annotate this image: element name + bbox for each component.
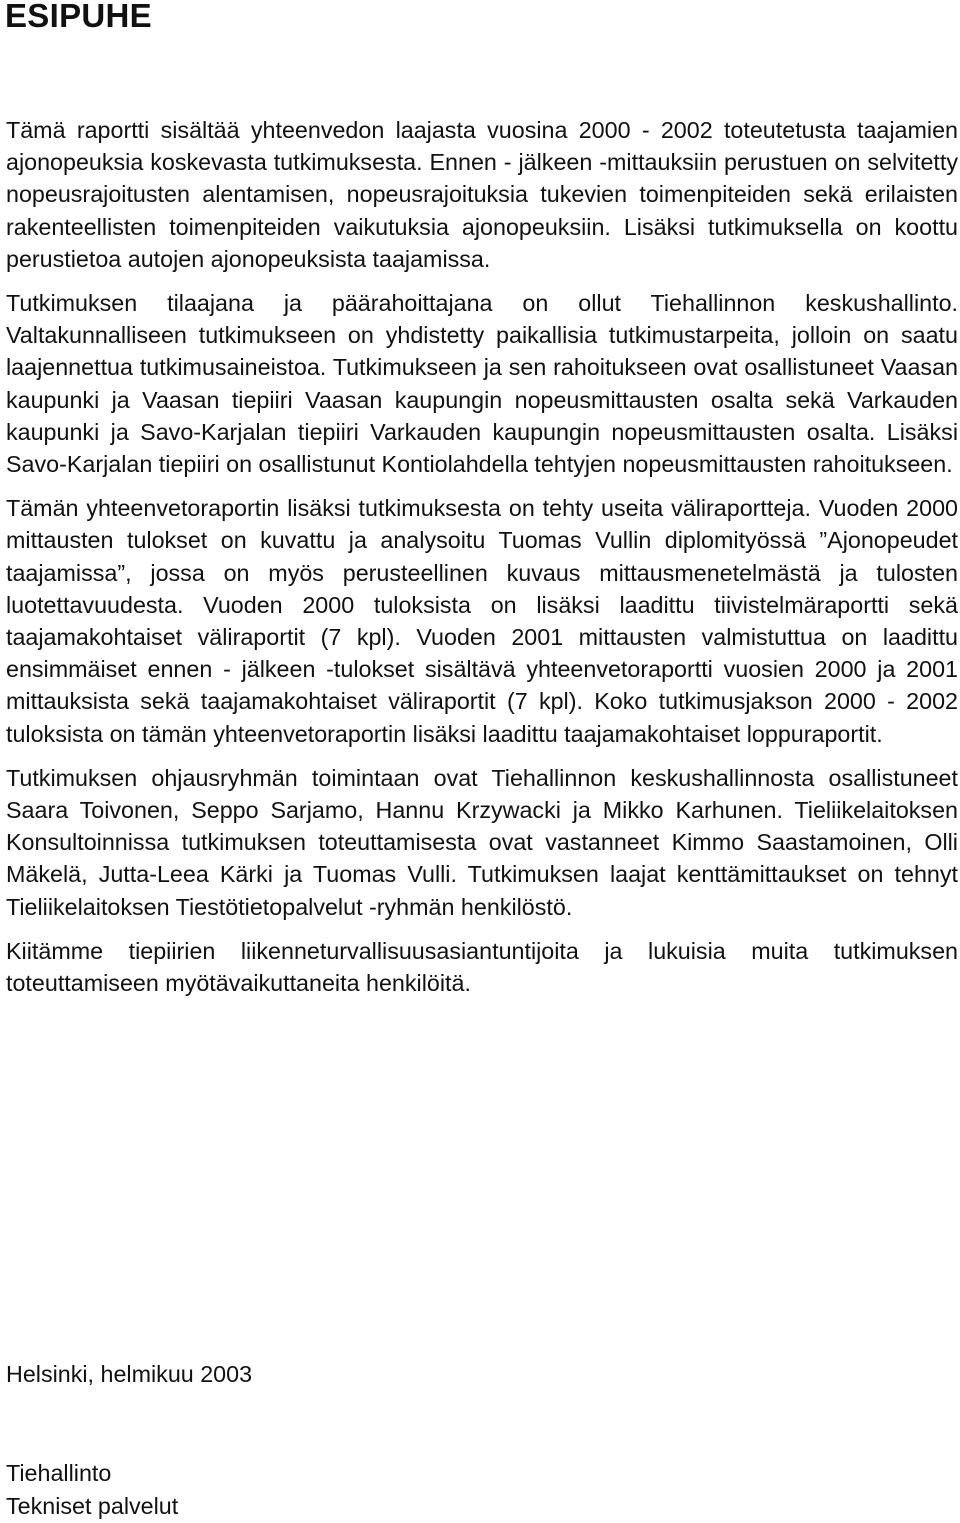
signature-department: Tekniset palvelut	[6, 1492, 179, 1519]
paragraph-steering-group: Tutkimuksen ohjausryhmän toimintaan ovat Tiehallinnon keskushallinnosta osallistuneet Saara Toivonen, Seppo Sarjamo, Hannu Krzywacki ja Mikko Karhunen. Tieliikelaitoksen Konsultoinnissa tutkimuksen toteuttamisesta ovat vastanneet Kimmo Saastamoinen, Olli Mäkelä, Jutta-Leea Kärki ja Tuomas Vulli. Tutkimuksen laajat kenttämittaukset on tehnyt Tieliikelaitoksen Tiestötietopalvelut -ryhmän henkilöstö.	[6, 764, 958, 920]
place-and-date: Helsinki, helmikuu 2003	[6, 1361, 253, 1387]
paragraph-intro: Tämä raportti sisältää yhteenvedon laajasta vuosina 2000 - 2002 toteutetusta taajamien ajonopeuksia koskevasta tutkimuksesta. Ennen - jälkeen -mittauksiin perustuen on selvitetty nopeusrajoitusten alentamisen, nopeusrajoituksia tukevien toimenpiteiden sekä erilaisten rakenteellisten toimenpiteiden vaikutuksia ajonopeuksiin. Lisäksi tutkimuksella on koottu perustietoa autojen ajonopeuksista taajamissa.	[6, 117, 958, 272]
signature-block	[6, 1457, 178, 1522]
paragraph-reports: Tämän yhteenvetoraportin lisäksi tutkimuksesta on tehty useita väliraportteja. Vuoden 2000 mittausten tulokset on kuvattu ja analysoitu Tuomas Vullin diplomityössä ”Ajonopeudet taajamissa”, jossa on myös perusteellinen kuvaus mittausmenetelmästä ja tulosten luotettavuudesta. Vuoden 2000 tuloksista on lisäksi laadittu tiivistelmäraportti sekä taajamakohtaiset väliraportit (7 kpl). Vuoden 2001 mittausten valmistuttua on laadittu ensimmäiset ennen - jälkeen -tulokset sisältävä yhteenvetoraportti vuosien 2000 ja 2001 mittauksista sekä taajamakohtaiset väliraportit (7 kpl). Koko tutkimusjakson 2000 - 2002 tuloksista on tämän yhteenvetoraportin lisäksi laadittu taajamakohtaiset loppuraportit.	[6, 495, 958, 747]
paragraph-thanks: Kiitämme tiepiirien liikenneturvallisuusasiantuntijoita ja lukuisia muita tutkimuksen toteuttamiseen myötävaikuttaneita henkilöitä.	[6, 937, 958, 997]
preface-body	[6, 114, 958, 1011]
signature-organization: Tiehallinto	[6, 1460, 112, 1486]
paragraph-funding: Tutkimuksen tilaajana ja päärahoittajana on ollut Tiehallinnon keskushallinto. Valtakunnalliseen tutkimukseen on yhdistetty paikallisia tutkimustarpeita, jolloin on saatu laajennettua tutkimusaineistoa. Tutkimukseen ja sen rahoitukseen ovat osallistuneet Vaasan kaupunki ja Vaasan tiepiiri Vaasan kaupungin nopeusmittausten osalta sekä Varkauden kaupunki ja Savo-Karjalan tiepiiri Varkauden kaupungin nopeusmittausten osalta. Lisäksi Savo-Karjalan tiepiiri on osallistunut Kontiolahdella tehtyjen nopeusmittausten rahoitukseen.	[6, 290, 958, 478]
page-title: ESIPUHE	[5, 0, 152, 34]
